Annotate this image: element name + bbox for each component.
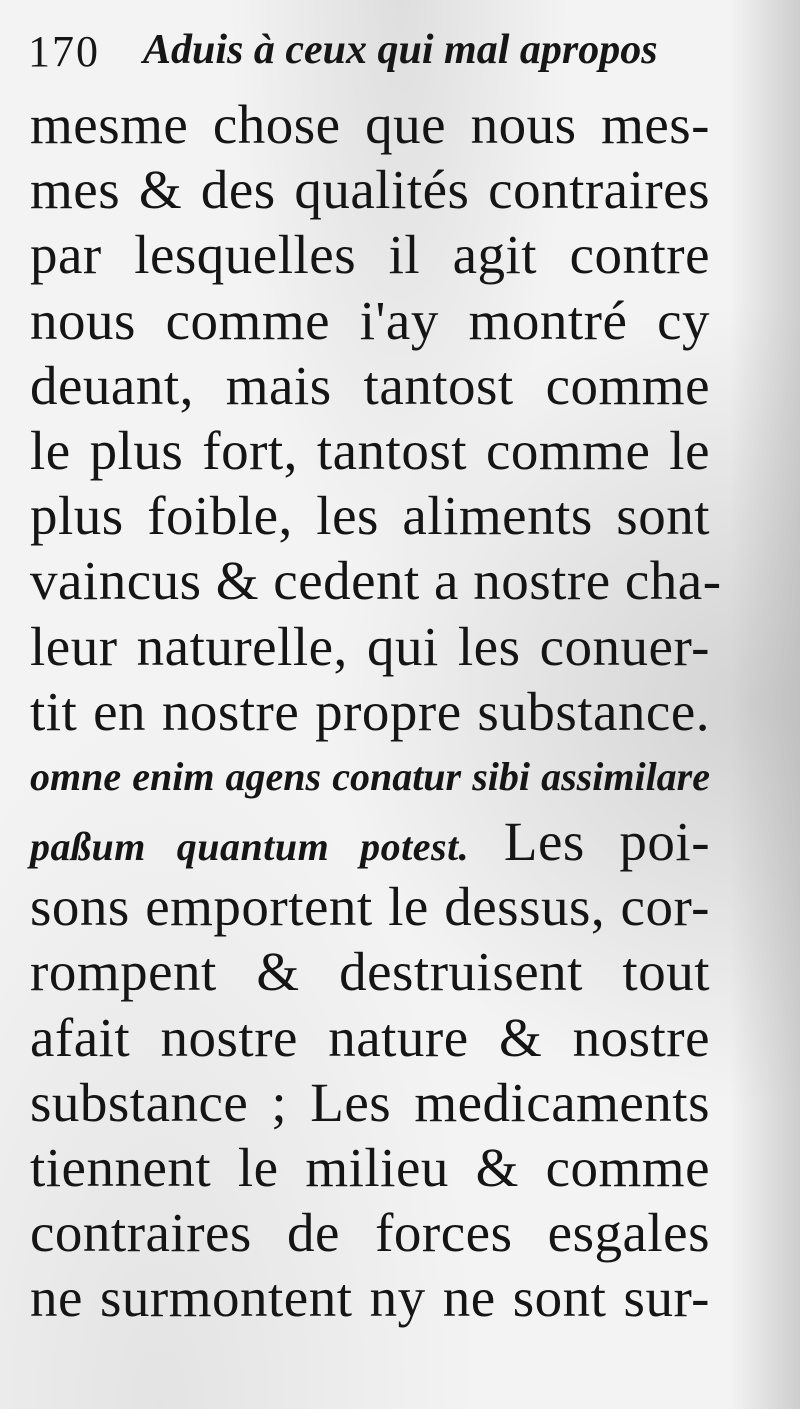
text-line-9: leur naturelle, qui les conuer- [30, 615, 710, 677]
text-line-5: deuant, mais tantost comme [30, 354, 710, 416]
text-line-14: afait nostre nature & nostre [30, 1006, 710, 1068]
page-number: 170 [28, 27, 100, 76]
text-line-16: tiennent le milieu & comme [30, 1137, 710, 1198]
latin-quote-line-2 [30, 809, 710, 874]
text-continuation: Les poi- [503, 811, 711, 873]
text-line-13: rompent & destruisent tout [30, 941, 710, 1003]
body-text [30, 92, 722, 1331]
text-line-18: ne surmontent ny ne sont sur- [30, 1267, 710, 1329]
text-line-7: plus foible, les aliments sont [30, 485, 710, 547]
text-line-2: mes & des qualités contraires [30, 159, 710, 221]
text-line-12: sons emportent le dessus, cor- [30, 876, 710, 938]
text-line-17: contraires de forces esgales [30, 1202, 710, 1264]
page-edge-shadow [730, 0, 800, 1409]
text-line-4: nous comme i'ay montré cy [30, 289, 710, 351]
running-head: Aduis à ceux qui mal apropos [143, 27, 658, 73]
text-line-10: tit en nostre propre substance. [30, 680, 710, 742]
text-line-1: mesme chose que nous mes- [30, 94, 710, 155]
latin-quote-end: paßum quantum potest. [30, 824, 470, 870]
text-line-3: par lesquelles il agit contre [30, 224, 710, 286]
text-line-6: le plus fort, tantost comme le [30, 419, 710, 481]
latin-quote-line-1: omne enim agens conatur sibi assimilare [30, 753, 710, 799]
page-header [28, 8, 688, 88]
text-line-8: vaincus & cedent a nostre cha- [30, 550, 722, 612]
text-line-15: substance ; Les medicaments [30, 1071, 710, 1133]
